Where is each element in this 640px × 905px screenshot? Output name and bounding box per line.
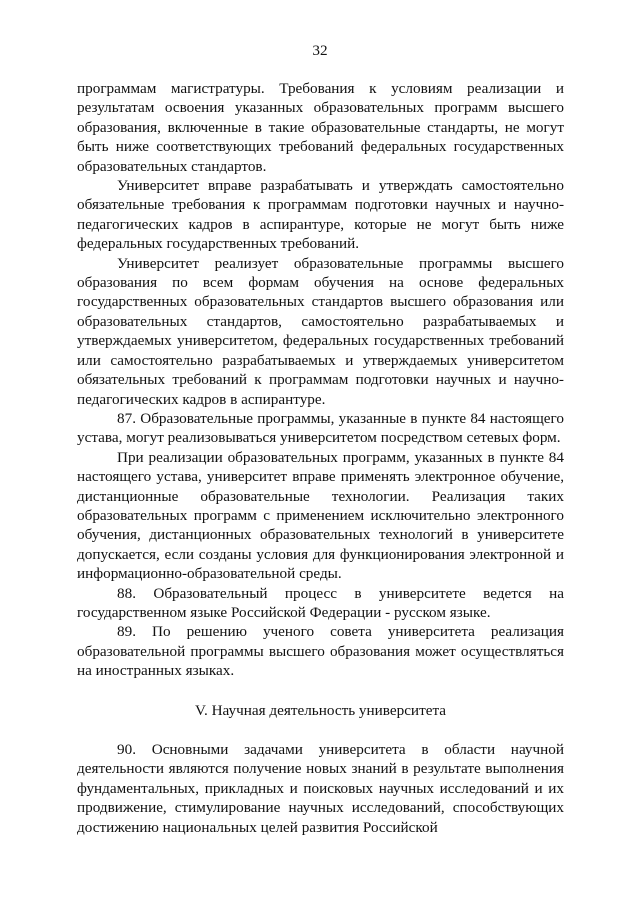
paragraph: 90. Основными задачами университета в области научной деятельности являются получение новых знаний в результате выполнения фундаментальных, прикладных и поисковых научных исследований и их продвижение, стимулирование научных исследований, способствующих достижению национальных целей развития Российской [77, 741, 564, 836]
paragraph: программам магистратуры. Требования к условиям реализации и результатам освоения указанных образовательных программ высшего образования, включенные в такие образовательные стандарты, не могут быть ниже соответствующих требований федеральных государственных образовательных стандартов. [77, 80, 564, 175]
paragraph: 87. Образовательные программы, указанные в пункте 84 настоящего устава, могут реализовываться университетом посредством сетевых форм. [77, 409, 564, 447]
page-number: 32 [312, 42, 328, 59]
document-body [77, 79, 564, 837]
paragraphs-before-heading [77, 79, 564, 681]
section-heading: V. Научная деятельность университета [194, 701, 447, 719]
paragraph: 89. По решению ученого совета университета реализация образовательной программы высшего образования может осуществляться на иностранных языках. [77, 623, 564, 680]
paragraph: При реализации образовательных программ, указанных в пункте 84 настоящего устава, университет вправе применять электронное обучение, дистанционные образовательные технологии. Реализация таких образовательных программ с применением исключительно электронного обучения, дистанционных образовательных технологий в университете допускается, если созданы условия для функционирования электронной и информационно-образовательной среды. [77, 448, 564, 583]
paragraph: Университет реализует образовательные программы высшего образования по всем формам обучения на основе федеральных государственных образовательных стандартов высшего образования или образовательных стандартов, самостоятельно разрабатываемых и утверждаемых университетом, федеральных государственных требований или самостоятельно разрабатываемых и утверждаемых университетом обязательных требований к программам подготовки научных и научно-педагогических кадров в аспирантуре. [77, 254, 564, 408]
paragraph: 88. Образовательный процесс в университете ведется на государственном языке Российской Федерации - русском языке. [77, 584, 564, 621]
paragraph: Университет вправе разрабатывать и утверждать самостоятельно обязательные требования к программам подготовки научных и научно-педагогических кадров в аспирантуре, которые не могут быть ниже федеральных государственных требований. [77, 177, 564, 253]
paragraphs-after-heading [77, 740, 564, 837]
